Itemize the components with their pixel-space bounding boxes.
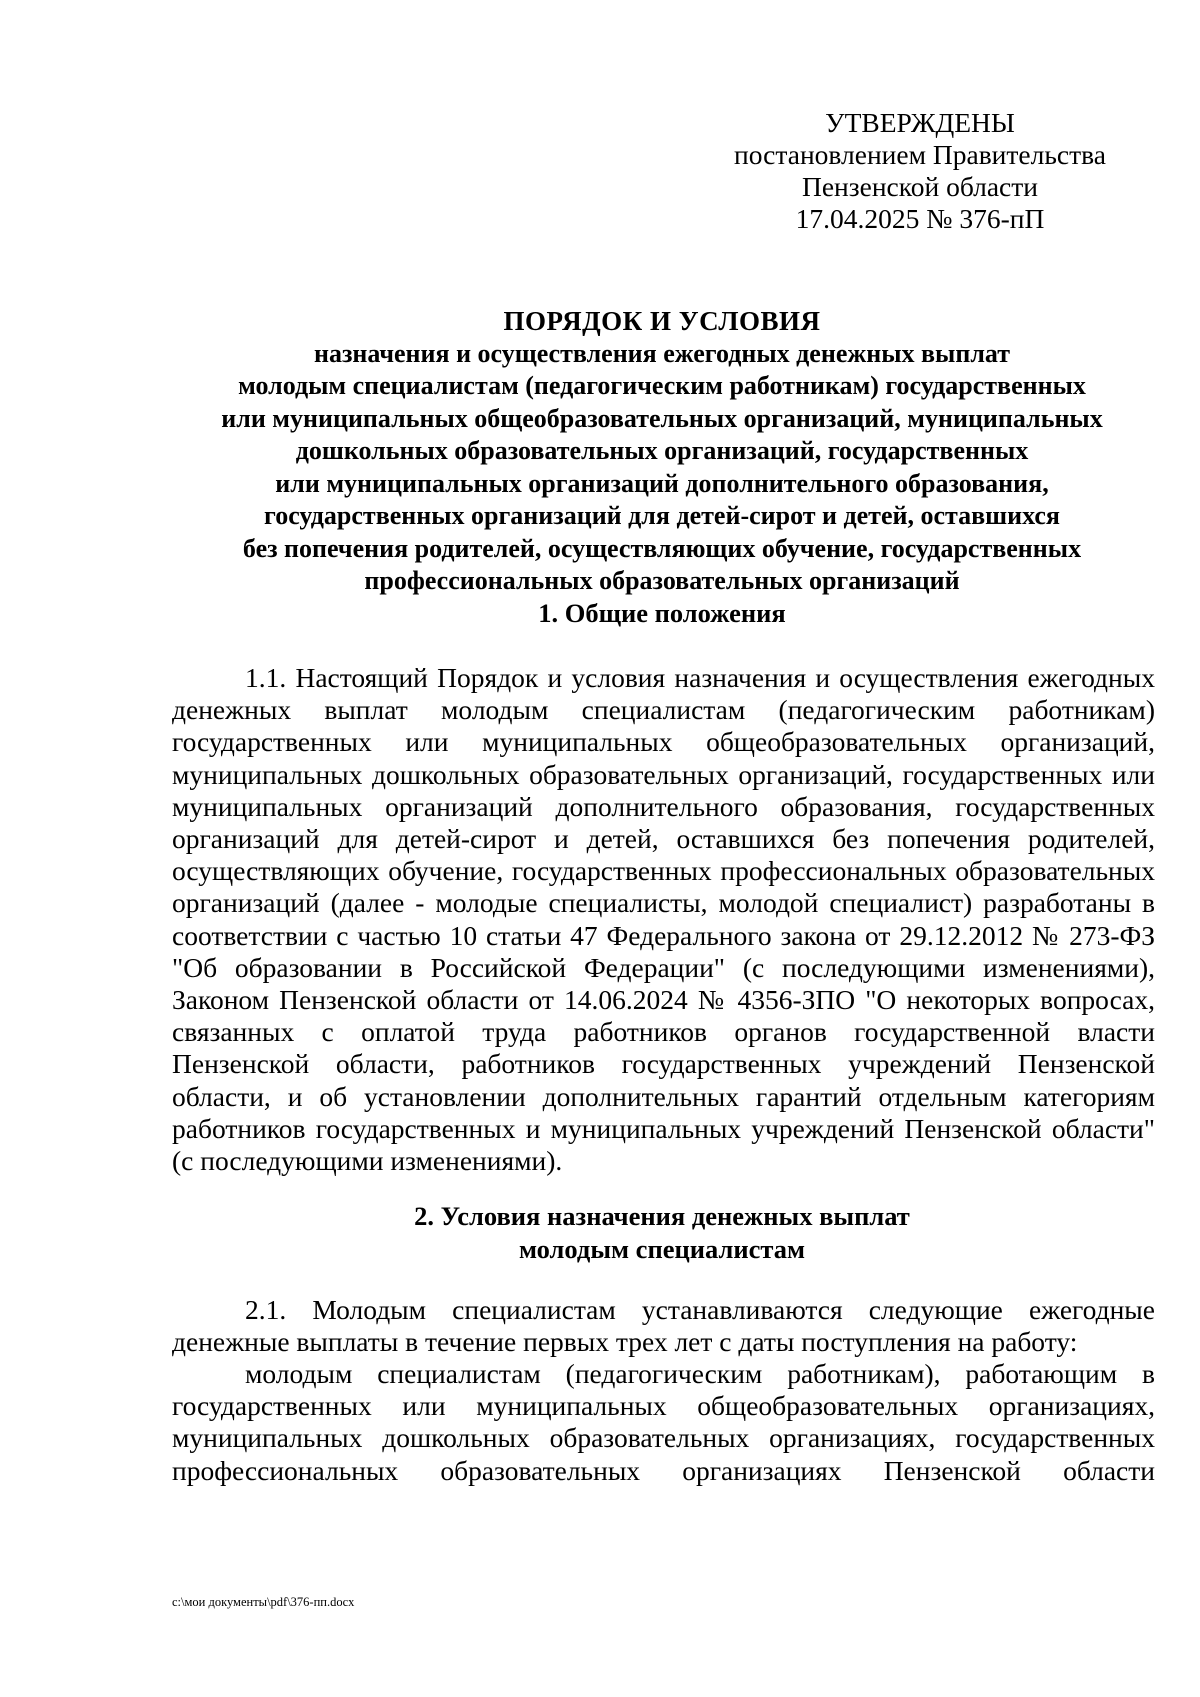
section-1-heading-text: 1. Общие положения [538,598,786,628]
approval-date-number: 17.04.2025 № 376-пП [795,203,1045,234]
title-line: назначения и осуществления ежегодных денежных выплат [313,338,1011,368]
document-title [172,305,1152,598]
title-line: государственных организаций для детей-сирот и детей, оставшихся [264,501,1060,530]
file-path-footer: c:\мои документы\pdf\376-пп.docx [172,1595,355,1609]
paragraph-2-1-sub: молодым специалистам (педагогическим работникам), работающим в государственных или муниципальных общеобразовательных организациях, муниципальных дошкольных образовательных организациях, государственных профессиональных образовательных организациях Пензенской области [172,1358,1155,1486]
section-2-heading-line-2: молодым специалистам [518,1233,806,1264]
title-line: или муниципальных организаций дополнительного образования, [275,468,1049,498]
paragraph-1-1: 1.1. Настоящий Порядок и условия назначения и осуществления ежегодных денежных выплат молодым специалистам (педагогическим работникам) государственных или муниципальных общеобразовательных организаций, муниципальных дошкольных образовательных организаций, государственных или муниципальных организаций дополнительного образования, государственных организаций для детей-сирот и детей, оставшихся без попечения родителей, осуществляющих обучение, государственных профессиональных образовательных организаций (далее - молодые специалисты, молодой специалист) разработаны в соответствии с частью 10 статьи 47 Федерального закона от 29.12.2012 № 273-ФЗ "Об образовании в Российской Федерации" (с последующими изменениями), Законом Пензенской области от 14.06.2024 № 4356-ЗПО "О некоторых вопросах, связанных с оплатой труда работников органов государственной власти Пензенской области, работников государственных учреждений Пензенской области, и об установлении дополнительных гарантий отдельным категориям работников государственных и муниципальных учреждений Пензенской области" (с последующими изменениями). [172,662,1155,1177]
title-line: или муниципальных общеобразовательных организаций, муниципальных [221,403,1103,433]
document-main-title: ПОРЯДОК И УСЛОВИЯ [503,306,821,336]
paragraph-2-1: 2.1. Молодым специалистам устанавливаются следующие ежегодные денежные выплаты в течение первых трех лет с даты поступления на работу: [172,1294,1155,1358]
approval-stamp [700,107,1140,235]
section-2-heading [172,1200,1152,1265]
title-line: профессиональных образовательных организаций [364,566,960,595]
approval-heading: УТВЕРЖДЕНЫ [825,107,1015,138]
approval-decree-line: постановлением Правительства [734,139,1106,170]
title-line: без попечения родителей, осуществляющих обучение, государственных [242,533,1082,563]
section-2-heading-line-1: 2. Условия назначения денежных выплат [414,1201,910,1231]
section-1-heading [172,597,1152,630]
approval-region-line: Пензенской области [801,171,1038,202]
title-line: молодым специалистам (педагогическим работникам) государственных [238,371,1086,400]
title-line: дошкольных образовательных организаций, государственных [295,436,1029,465]
